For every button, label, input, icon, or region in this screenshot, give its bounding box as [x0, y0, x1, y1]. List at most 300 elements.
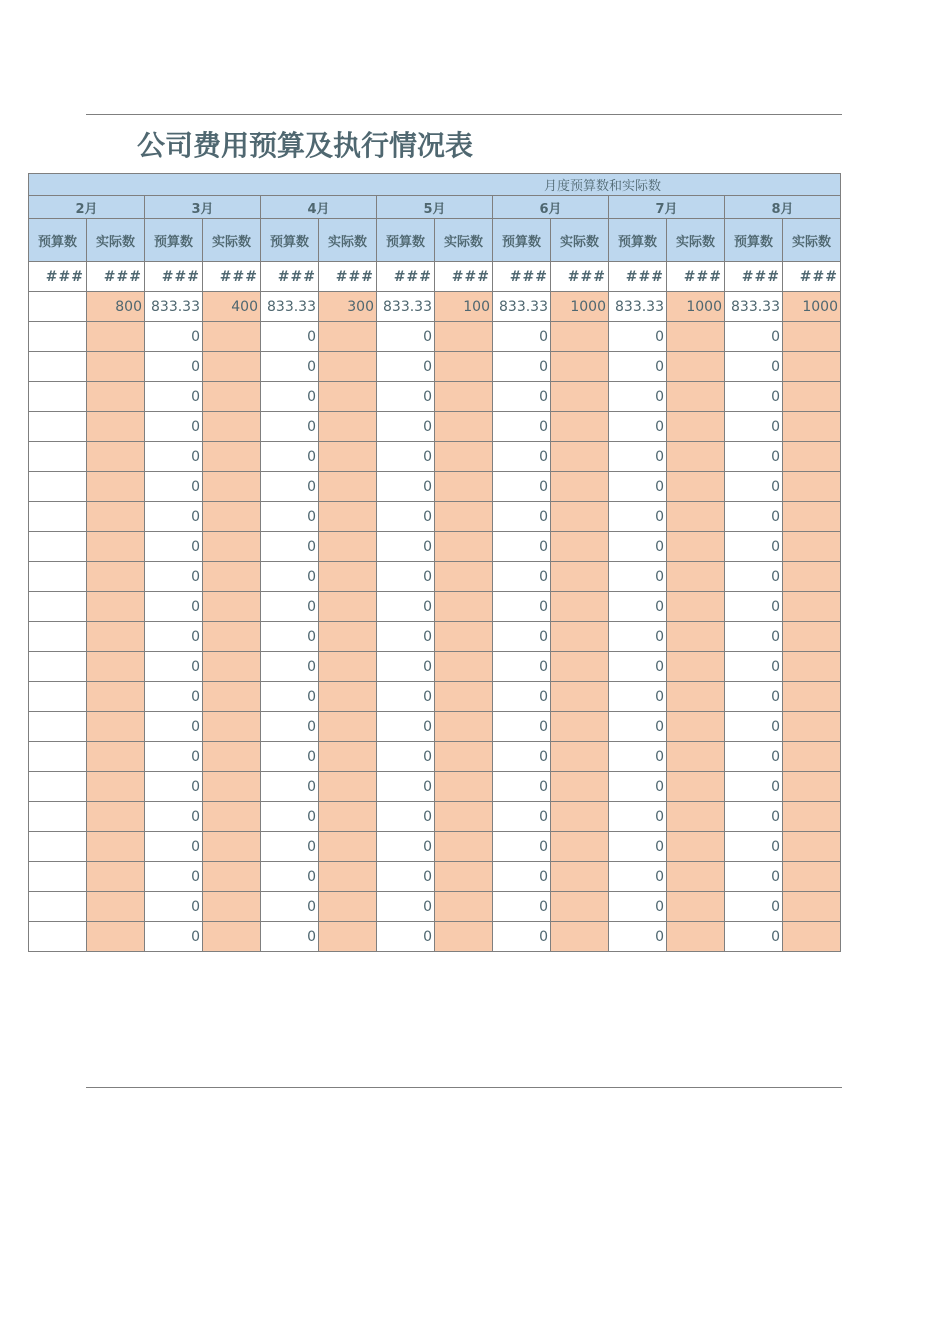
actual-cell[interactable] — [783, 742, 841, 772]
actual-cell[interactable] — [667, 682, 725, 712]
actual-cell[interactable] — [551, 532, 609, 562]
budget-cell[interactable] — [29, 532, 87, 562]
budget-cell[interactable] — [29, 922, 87, 952]
budget-cell[interactable]: 0 — [145, 532, 203, 562]
actual-cell[interactable] — [551, 832, 609, 862]
budget-cell[interactable]: 0 — [145, 622, 203, 652]
budget-cell[interactable]: 0 — [609, 382, 667, 412]
actual-cell[interactable] — [319, 412, 377, 442]
actual-cell[interactable] — [203, 352, 261, 382]
budget-cell[interactable]: 0 — [145, 772, 203, 802]
actual-cell[interactable] — [87, 442, 145, 472]
overflow-cell[interactable]: ### — [87, 262, 145, 292]
budget-cell[interactable]: 0 — [377, 862, 435, 892]
budget-cell[interactable]: 833.33 — [609, 292, 667, 322]
actual-cell[interactable] — [667, 712, 725, 742]
budget-cell[interactable]: 0 — [261, 442, 319, 472]
actual-cell[interactable] — [783, 772, 841, 802]
budget-cell[interactable]: 0 — [261, 652, 319, 682]
actual-cell[interactable] — [435, 892, 493, 922]
overflow-cell[interactable]: ### — [377, 262, 435, 292]
budget-cell[interactable]: 0 — [377, 442, 435, 472]
actual-cell[interactable] — [435, 352, 493, 382]
budget-cell[interactable]: 0 — [377, 652, 435, 682]
actual-cell[interactable] — [203, 892, 261, 922]
budget-cell[interactable] — [29, 412, 87, 442]
actual-cell[interactable] — [87, 622, 145, 652]
actual-cell[interactable] — [667, 922, 725, 952]
budget-cell[interactable]: 0 — [493, 442, 551, 472]
actual-cell[interactable] — [203, 802, 261, 832]
budget-cell[interactable]: 0 — [609, 832, 667, 862]
budget-cell[interactable]: 0 — [609, 502, 667, 532]
budget-cell[interactable]: 0 — [725, 682, 783, 712]
budget-cell[interactable]: 0 — [377, 622, 435, 652]
budget-cell[interactable]: 0 — [145, 472, 203, 502]
actual-cell[interactable] — [203, 592, 261, 622]
budget-cell[interactable]: 0 — [261, 922, 319, 952]
budget-cell[interactable]: 0 — [493, 352, 551, 382]
budget-cell[interactable]: 0 — [377, 832, 435, 862]
budget-cell[interactable] — [29, 502, 87, 532]
budget-cell[interactable]: 0 — [725, 532, 783, 562]
actual-cell[interactable] — [87, 832, 145, 862]
overflow-cell[interactable]: ### — [29, 262, 87, 292]
actual-cell[interactable] — [319, 652, 377, 682]
overflow-cell[interactable]: ### — [725, 262, 783, 292]
budget-cell[interactable]: 0 — [493, 652, 551, 682]
budget-cell[interactable]: 0 — [493, 682, 551, 712]
actual-cell[interactable] — [203, 442, 261, 472]
actual-cell[interactable] — [435, 922, 493, 952]
budget-cell[interactable]: 0 — [725, 592, 783, 622]
budget-cell[interactable]: 0 — [145, 682, 203, 712]
budget-cell[interactable]: 0 — [261, 802, 319, 832]
actual-cell[interactable] — [87, 892, 145, 922]
budget-cell[interactable]: 0 — [377, 322, 435, 352]
overflow-cell[interactable]: ### — [261, 262, 319, 292]
actual-cell[interactable] — [203, 532, 261, 562]
budget-cell[interactable]: 0 — [725, 322, 783, 352]
actual-cell[interactable] — [435, 832, 493, 862]
budget-cell[interactable] — [29, 442, 87, 472]
actual-cell[interactable] — [667, 322, 725, 352]
budget-cell[interactable]: 0 — [377, 742, 435, 772]
actual-cell[interactable] — [319, 712, 377, 742]
actual-cell[interactable] — [203, 502, 261, 532]
actual-cell[interactable] — [551, 472, 609, 502]
actual-cell[interactable]: 1000 — [551, 292, 609, 322]
actual-cell[interactable]: 800 — [87, 292, 145, 322]
budget-cell[interactable] — [29, 712, 87, 742]
budget-cell[interactable]: 0 — [377, 922, 435, 952]
actual-cell[interactable] — [435, 652, 493, 682]
budget-cell[interactable]: 0 — [725, 802, 783, 832]
actual-cell[interactable] — [87, 352, 145, 382]
overflow-cell[interactable]: ### — [783, 262, 841, 292]
actual-cell[interactable] — [203, 922, 261, 952]
budget-cell[interactable]: 0 — [145, 562, 203, 592]
actual-cell[interactable] — [783, 922, 841, 952]
budget-cell[interactable]: 0 — [493, 412, 551, 442]
budget-cell[interactable]: 0 — [725, 442, 783, 472]
overflow-cell[interactable]: ### — [435, 262, 493, 292]
budget-cell[interactable]: 0 — [493, 562, 551, 592]
actual-cell[interactable] — [551, 652, 609, 682]
budget-cell[interactable]: 0 — [377, 502, 435, 532]
budget-cell[interactable]: 0 — [261, 472, 319, 502]
budget-cell[interactable] — [29, 622, 87, 652]
budget-cell[interactable] — [29, 802, 87, 832]
actual-cell[interactable] — [87, 652, 145, 682]
actual-cell[interactable] — [667, 742, 725, 772]
actual-cell[interactable] — [551, 622, 609, 652]
budget-cell[interactable]: 0 — [493, 922, 551, 952]
budget-cell[interactable]: 833.33 — [493, 292, 551, 322]
actual-cell[interactable] — [551, 862, 609, 892]
budget-cell[interactable]: 0 — [609, 322, 667, 352]
budget-cell[interactable]: 0 — [609, 742, 667, 772]
actual-cell[interactable] — [667, 652, 725, 682]
budget-cell[interactable]: 0 — [493, 862, 551, 892]
budget-cell[interactable]: 0 — [145, 442, 203, 472]
actual-cell[interactable] — [667, 562, 725, 592]
actual-cell[interactable] — [87, 862, 145, 892]
actual-cell[interactable] — [551, 412, 609, 442]
actual-cell[interactable] — [435, 742, 493, 772]
budget-cell[interactable]: 0 — [609, 562, 667, 592]
budget-cell[interactable]: 0 — [145, 832, 203, 862]
budget-cell[interactable]: 0 — [377, 892, 435, 922]
actual-cell[interactable] — [203, 742, 261, 772]
actual-cell[interactable] — [783, 802, 841, 832]
actual-cell[interactable] — [319, 892, 377, 922]
budget-cell[interactable]: 0 — [609, 352, 667, 382]
overflow-cell[interactable]: ### — [145, 262, 203, 292]
budget-cell[interactable]: 0 — [145, 652, 203, 682]
actual-cell[interactable] — [435, 562, 493, 592]
budget-cell[interactable]: 0 — [609, 922, 667, 952]
budget-cell[interactable] — [29, 352, 87, 382]
budget-cell[interactable]: 0 — [725, 472, 783, 502]
overflow-cell[interactable]: ### — [667, 262, 725, 292]
budget-cell[interactable]: 833.33 — [145, 292, 203, 322]
actual-cell[interactable] — [203, 562, 261, 592]
actual-cell[interactable] — [551, 772, 609, 802]
actual-cell[interactable] — [435, 472, 493, 502]
actual-cell[interactable]: 100 — [435, 292, 493, 322]
budget-cell[interactable]: 0 — [145, 712, 203, 742]
budget-cell[interactable]: 0 — [145, 592, 203, 622]
budget-cell[interactable]: 0 — [725, 382, 783, 412]
budget-cell[interactable]: 0 — [725, 922, 783, 952]
actual-cell[interactable] — [203, 712, 261, 742]
budget-cell[interactable]: 0 — [493, 832, 551, 862]
budget-cell[interactable]: 0 — [725, 652, 783, 682]
actual-cell[interactable] — [783, 322, 841, 352]
budget-cell[interactable]: 0 — [609, 472, 667, 502]
budget-cell[interactable]: 0 — [145, 382, 203, 412]
overflow-cell[interactable]: ### — [609, 262, 667, 292]
budget-cell[interactable]: 0 — [145, 862, 203, 892]
budget-cell[interactable] — [29, 592, 87, 622]
budget-cell[interactable]: 0 — [261, 532, 319, 562]
budget-cell[interactable]: 0 — [609, 712, 667, 742]
actual-cell[interactable] — [435, 442, 493, 472]
budget-cell[interactable]: 0 — [377, 562, 435, 592]
budget-cell[interactable] — [29, 292, 87, 322]
actual-cell[interactable]: 400 — [203, 292, 261, 322]
budget-cell[interactable]: 0 — [261, 622, 319, 652]
budget-cell[interactable]: 0 — [609, 532, 667, 562]
budget-cell[interactable]: 833.33 — [725, 292, 783, 322]
actual-cell[interactable] — [551, 802, 609, 832]
actual-cell[interactable] — [551, 712, 609, 742]
actual-cell[interactable] — [87, 322, 145, 352]
actual-cell[interactable] — [319, 742, 377, 772]
actual-cell[interactable] — [783, 832, 841, 862]
budget-cell[interactable]: 0 — [261, 562, 319, 592]
budget-cell[interactable]: 0 — [377, 712, 435, 742]
budget-cell[interactable] — [29, 562, 87, 592]
budget-cell[interactable]: 0 — [493, 322, 551, 352]
actual-cell[interactable]: 1000 — [783, 292, 841, 322]
budget-cell[interactable]: 0 — [377, 532, 435, 562]
budget-cell[interactable]: 0 — [261, 682, 319, 712]
budget-cell[interactable]: 0 — [261, 862, 319, 892]
actual-cell[interactable] — [203, 322, 261, 352]
actual-cell[interactable] — [551, 592, 609, 622]
budget-cell[interactable]: 0 — [609, 682, 667, 712]
actual-cell[interactable] — [87, 922, 145, 952]
actual-cell[interactable]: 1000 — [667, 292, 725, 322]
budget-cell[interactable]: 0 — [493, 742, 551, 772]
actual-cell[interactable] — [667, 832, 725, 862]
actual-cell[interactable] — [87, 742, 145, 772]
budget-cell[interactable]: 833.33 — [377, 292, 435, 322]
budget-cell[interactable]: 0 — [609, 862, 667, 892]
actual-cell[interactable] — [319, 442, 377, 472]
actual-cell[interactable] — [783, 382, 841, 412]
budget-cell[interactable] — [29, 652, 87, 682]
budget-cell[interactable] — [29, 742, 87, 772]
budget-cell[interactable]: 0 — [145, 742, 203, 772]
actual-cell[interactable] — [203, 472, 261, 502]
actual-cell[interactable] — [435, 412, 493, 442]
actual-cell[interactable] — [87, 682, 145, 712]
budget-cell[interactable]: 0 — [377, 352, 435, 382]
actual-cell[interactable] — [783, 562, 841, 592]
actual-cell[interactable] — [435, 532, 493, 562]
actual-cell[interactable] — [551, 502, 609, 532]
actual-cell[interactable] — [783, 412, 841, 442]
actual-cell[interactable] — [667, 352, 725, 382]
actual-cell[interactable] — [783, 892, 841, 922]
budget-cell[interactable]: 0 — [609, 652, 667, 682]
budget-cell[interactable]: 0 — [609, 892, 667, 922]
actual-cell[interactable] — [87, 532, 145, 562]
actual-cell[interactable] — [667, 622, 725, 652]
actual-cell[interactable] — [435, 592, 493, 622]
actual-cell[interactable]: 300 — [319, 292, 377, 322]
budget-cell[interactable]: 0 — [609, 802, 667, 832]
actual-cell[interactable] — [87, 712, 145, 742]
actual-cell[interactable] — [87, 502, 145, 532]
actual-cell[interactable] — [783, 652, 841, 682]
budget-cell[interactable]: 0 — [377, 802, 435, 832]
actual-cell[interactable] — [319, 622, 377, 652]
budget-cell[interactable]: 833.33 — [261, 292, 319, 322]
actual-cell[interactable] — [667, 382, 725, 412]
budget-cell[interactable]: 0 — [725, 502, 783, 532]
budget-cell[interactable]: 0 — [725, 412, 783, 442]
actual-cell[interactable] — [783, 532, 841, 562]
actual-cell[interactable] — [87, 562, 145, 592]
budget-cell[interactable]: 0 — [725, 742, 783, 772]
actual-cell[interactable] — [319, 382, 377, 412]
budget-cell[interactable] — [29, 472, 87, 502]
budget-cell[interactable] — [29, 832, 87, 862]
actual-cell[interactable] — [667, 412, 725, 442]
budget-cell[interactable]: 0 — [493, 502, 551, 532]
budget-cell[interactable]: 0 — [145, 502, 203, 532]
budget-cell[interactable] — [29, 322, 87, 352]
actual-cell[interactable] — [667, 472, 725, 502]
budget-cell[interactable]: 0 — [493, 712, 551, 742]
actual-cell[interactable] — [319, 682, 377, 712]
budget-cell[interactable] — [29, 382, 87, 412]
actual-cell[interactable] — [783, 622, 841, 652]
actual-cell[interactable] — [783, 472, 841, 502]
budget-cell[interactable]: 0 — [725, 622, 783, 652]
budget-cell[interactable]: 0 — [261, 502, 319, 532]
budget-cell[interactable]: 0 — [609, 772, 667, 802]
budget-cell[interactable]: 0 — [493, 382, 551, 412]
actual-cell[interactable] — [435, 682, 493, 712]
budget-cell[interactable]: 0 — [261, 412, 319, 442]
actual-cell[interactable] — [551, 382, 609, 412]
budget-cell[interactable]: 0 — [609, 412, 667, 442]
budget-cell[interactable] — [29, 862, 87, 892]
actual-cell[interactable] — [319, 802, 377, 832]
budget-cell[interactable]: 0 — [725, 772, 783, 802]
actual-cell[interactable] — [667, 862, 725, 892]
actual-cell[interactable] — [319, 502, 377, 532]
actual-cell[interactable] — [87, 472, 145, 502]
budget-cell[interactable]: 0 — [725, 352, 783, 382]
actual-cell[interactable] — [435, 802, 493, 832]
actual-cell[interactable] — [319, 922, 377, 952]
budget-cell[interactable] — [29, 772, 87, 802]
budget-cell[interactable]: 0 — [145, 802, 203, 832]
actual-cell[interactable] — [551, 742, 609, 772]
budget-cell[interactable]: 0 — [145, 322, 203, 352]
budget-cell[interactable]: 0 — [725, 562, 783, 592]
budget-cell[interactable]: 0 — [261, 322, 319, 352]
budget-cell[interactable]: 0 — [145, 412, 203, 442]
budget-cell[interactable]: 0 — [493, 472, 551, 502]
budget-cell[interactable]: 0 — [377, 772, 435, 802]
actual-cell[interactable] — [551, 442, 609, 472]
actual-cell[interactable] — [319, 532, 377, 562]
actual-cell[interactable] — [319, 562, 377, 592]
actual-cell[interactable] — [551, 322, 609, 352]
budget-cell[interactable]: 0 — [261, 712, 319, 742]
actual-cell[interactable] — [435, 712, 493, 742]
actual-cell[interactable] — [783, 442, 841, 472]
actual-cell[interactable] — [551, 682, 609, 712]
budget-cell[interactable]: 0 — [725, 832, 783, 862]
budget-cell[interactable]: 0 — [377, 682, 435, 712]
budget-cell[interactable]: 0 — [493, 802, 551, 832]
actual-cell[interactable] — [203, 832, 261, 862]
actual-cell[interactable] — [667, 892, 725, 922]
actual-cell[interactable] — [435, 862, 493, 892]
actual-cell[interactable] — [203, 862, 261, 892]
actual-cell[interactable] — [319, 472, 377, 502]
budget-cell[interactable]: 0 — [261, 832, 319, 862]
actual-cell[interactable] — [87, 412, 145, 442]
actual-cell[interactable] — [435, 622, 493, 652]
budget-cell[interactable]: 0 — [725, 892, 783, 922]
actual-cell[interactable] — [203, 622, 261, 652]
budget-sheet[interactable] — [37, 173, 842, 979]
actual-cell[interactable] — [551, 892, 609, 922]
actual-cell[interactable] — [87, 772, 145, 802]
overflow-cell[interactable]: ### — [203, 262, 261, 292]
budget-cell[interactable]: 0 — [725, 712, 783, 742]
budget-cell[interactable]: 0 — [377, 472, 435, 502]
budget-cell[interactable]: 0 — [493, 532, 551, 562]
actual-cell[interactable] — [87, 802, 145, 832]
budget-cell[interactable]: 0 — [493, 592, 551, 622]
actual-cell[interactable] — [203, 652, 261, 682]
budget-cell[interactable]: 0 — [493, 622, 551, 652]
budget-cell[interactable]: 0 — [609, 592, 667, 622]
actual-cell[interactable] — [667, 502, 725, 532]
budget-cell[interactable] — [29, 892, 87, 922]
budget-cell[interactable]: 0 — [145, 352, 203, 382]
budget-cell[interactable]: 0 — [725, 862, 783, 892]
actual-cell[interactable] — [783, 862, 841, 892]
budget-cell[interactable]: 0 — [261, 592, 319, 622]
actual-cell[interactable] — [319, 832, 377, 862]
actual-cell[interactable] — [667, 442, 725, 472]
actual-cell[interactable] — [783, 682, 841, 712]
overflow-cell[interactable]: ### — [493, 262, 551, 292]
actual-cell[interactable] — [203, 682, 261, 712]
actual-cell[interactable] — [435, 322, 493, 352]
actual-cell[interactable] — [783, 712, 841, 742]
actual-cell[interactable] — [319, 592, 377, 622]
actual-cell[interactable] — [783, 502, 841, 532]
actual-cell[interactable] — [203, 412, 261, 442]
actual-cell[interactable] — [203, 382, 261, 412]
actual-cell[interactable] — [87, 592, 145, 622]
budget-cell[interactable]: 0 — [609, 622, 667, 652]
overflow-cell[interactable]: ### — [551, 262, 609, 292]
budget-cell[interactable]: 0 — [493, 772, 551, 802]
actual-cell[interactable] — [203, 772, 261, 802]
budget-cell[interactable]: 0 — [493, 892, 551, 922]
actual-cell[interactable] — [319, 862, 377, 892]
actual-cell[interactable] — [667, 802, 725, 832]
actual-cell[interactable] — [87, 382, 145, 412]
budget-cell[interactable]: 0 — [145, 922, 203, 952]
budget-cell[interactable]: 0 — [261, 892, 319, 922]
actual-cell[interactable] — [551, 922, 609, 952]
budget-cell[interactable]: 0 — [261, 742, 319, 772]
